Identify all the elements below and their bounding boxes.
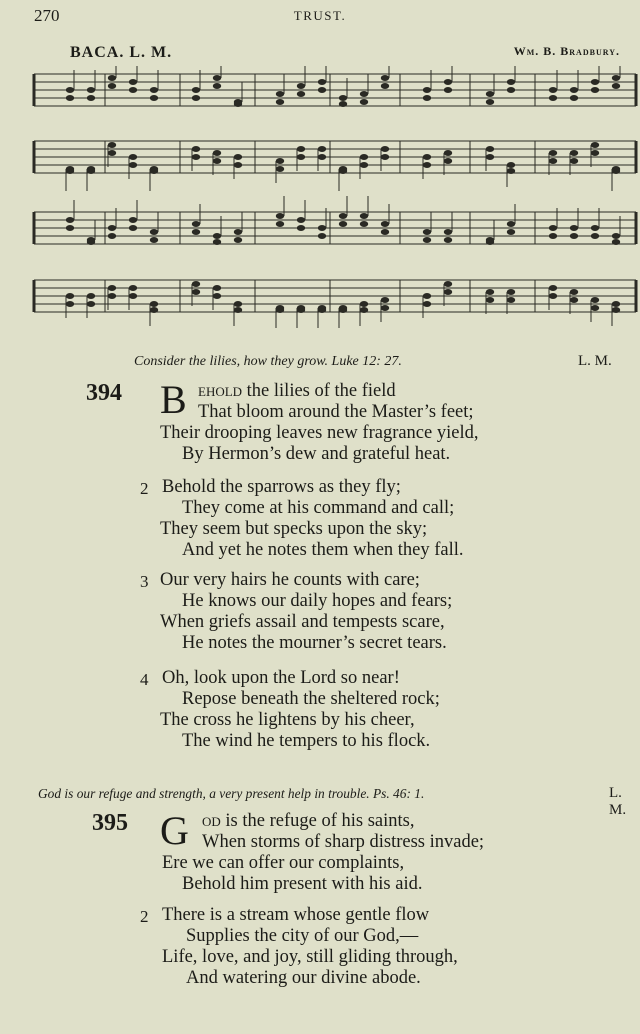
note-head [591,305,599,311]
note-head [423,87,431,93]
note-head [486,91,494,97]
note-head [234,307,242,313]
stanza-395-1-line-4: Behold him present with his aid. [182,874,423,894]
note-head [507,87,515,93]
note-head [549,233,557,239]
note-head [549,285,557,291]
note-head [591,142,599,148]
note-head [360,162,368,168]
note-head [192,221,200,227]
note-head [423,301,431,307]
scripture-reference-394: Consider the lilies, how they grow. Luke 12: 27. [134,354,402,369]
note-head [423,95,431,101]
stanza-394-1-line-2: That bloom around the Master’s feet; [198,402,474,422]
note-head [129,285,137,291]
note-head [612,75,620,81]
note-head [108,285,116,291]
stanza-394-4-line-2: Repose beneath the sheltered rock; [182,689,440,709]
stanza-395-2-line-4: And watering our divine abode. [186,968,421,988]
note-head [87,95,95,101]
note-head [570,289,578,295]
note-head [444,150,452,156]
stanza-394-3-line-3: When griefs assail and tempests scare, [160,612,445,632]
note-head [150,87,158,93]
note-head [108,293,116,299]
note-head [87,293,95,299]
stanza-394-3-line-4: He notes the mourner’s secret tears. [182,633,447,653]
note-head [129,225,137,231]
note-head [507,162,515,168]
note-head [549,87,557,93]
note-head [381,297,389,303]
note-head [129,162,137,168]
note-head [192,281,200,287]
running-head: TRUST. [293,8,347,23]
note-head [318,87,326,93]
stanza-394-1-line-3: Their drooping leaves new fragrance yield, [160,423,479,443]
note-head [339,213,347,219]
note-head [507,79,515,85]
note-head [150,229,158,235]
note-head [381,146,389,152]
note-head [339,95,347,101]
stanza-395-1-line-2: When storms of sharp distress invade; [202,832,485,852]
note-head [570,95,578,101]
note-head [339,101,347,107]
note-head [507,229,515,235]
note-head [276,307,284,313]
note-head [234,301,242,307]
note-head [381,221,389,227]
note-head [612,239,620,245]
meter-394: L. M. [578,353,612,369]
note-head [507,168,515,174]
stanza-number: 2 [140,907,149,926]
note-head [549,293,557,299]
music-score [30,66,640,328]
note-head [150,95,158,101]
stanza-395-2-line-1: There is a stream whose gentle flow [162,905,430,925]
note-head [234,162,242,168]
note-head [87,301,95,307]
page-number: 270 [34,6,60,25]
stanza-394-4-line-3: The cross he lightens by his cheer, [160,710,415,730]
note-head [66,293,74,299]
note-head [423,229,431,235]
note-head [108,233,116,239]
note-head [339,307,347,313]
stanza-394-2-line-1: Behold the sparrows as they fly; [162,477,401,497]
note-head [444,229,452,235]
note-head [129,293,137,299]
note-head [612,83,620,89]
note-head [87,87,95,93]
note-head [276,158,284,164]
note-head [297,83,305,89]
note-head [423,162,431,168]
note-head [318,146,326,152]
note-head [150,307,158,313]
note-head [591,233,599,239]
note-head [66,87,74,93]
note-head [360,301,368,307]
note-head [213,233,221,239]
scripture-reference-395: God is our refuge and strength, a very present help in trouble. Ps. 46: 1. [38,786,425,801]
note-head [570,150,578,156]
note-head [276,213,284,219]
stanza-number: 4 [140,670,149,689]
stanza-number: 3 [140,572,149,591]
note-head [150,168,158,174]
note-head [297,154,305,160]
note-head [486,239,494,245]
note-head [360,221,368,227]
note-head [381,154,389,160]
note-head [423,154,431,160]
note-head [66,95,74,101]
hymn-number-394: 394 [86,380,122,406]
note-head [234,101,242,107]
note-head [150,237,158,243]
note-head [570,233,578,239]
note-head [87,168,95,174]
note-head [276,166,284,172]
note-head [381,305,389,311]
note-head [213,83,221,89]
note-head [108,83,116,89]
note-head [381,75,389,81]
note-head [129,87,137,93]
note-head [318,233,326,239]
stanza-394-2-line-3: They seem but specks upon the sky; [160,519,428,539]
note-head [486,297,494,303]
note-head [360,91,368,97]
note-head [87,239,95,245]
note-head [549,225,557,231]
note-head [339,221,347,227]
note-head [549,150,557,156]
note-head [129,79,137,85]
note-head [591,297,599,303]
note-head [612,301,620,307]
note-head [276,99,284,105]
note-head [570,87,578,93]
note-head [339,168,347,174]
note-head [192,229,200,235]
note-head [66,301,74,307]
note-head [192,154,200,160]
note-head [444,79,452,85]
note-head [360,99,368,105]
note-head [213,285,221,291]
note-head [444,87,452,93]
hymn-number-395: 395 [92,810,128,836]
note-head [360,307,368,313]
note-head [213,150,221,156]
note-head [234,229,242,235]
note-head [297,146,305,152]
note-head [360,154,368,160]
note-head [444,281,452,287]
note-head [591,150,599,156]
stanza-394-3-line-2: He knows our daily hopes and fears; [182,591,453,611]
note-head [444,289,452,295]
note-head [570,158,578,164]
note-head [423,293,431,299]
stanza-394-4-line-4: The wind he tempers to his flock. [182,731,431,751]
note-head [318,225,326,231]
note-head [507,297,515,303]
first-word-rest: od [202,811,221,831]
drop-cap-395: G [160,808,189,853]
note-head [108,75,116,81]
note-head [549,95,557,101]
note-head [381,83,389,89]
stanza-395-1-line-3: Ere we can offer our complaints, [162,853,405,873]
note-head [66,225,74,231]
stanza-394-1-line-4: By Hermon’s dew and grateful heat. [182,444,451,464]
note-head [297,91,305,97]
note-head [213,158,221,164]
note-head [591,225,599,231]
stanza-395-2-line-2: Supplies the city of our God,— [186,926,419,946]
note-head [612,307,620,313]
note-head [486,289,494,295]
note-head [192,146,200,152]
note-head [150,301,158,307]
stanza-394-2-line-2: They come at his command and call; [182,498,455,518]
note-head [108,142,116,148]
note-head [423,237,431,243]
composer-name: Wm. B. Bradbury. [513,44,620,58]
drop-cap-394: B [160,377,187,422]
note-head [108,150,116,156]
note-head [381,229,389,235]
note-head [108,225,116,231]
note-head [570,225,578,231]
note-head [570,297,578,303]
stanza-395-1-line-1 [202,811,414,832]
note-head [129,154,137,160]
stanza-394-4-line-1: Oh, look upon the Lord so near! [162,668,400,688]
note-head [192,95,200,101]
first-word-rest: ehold [198,381,243,401]
note-head [612,168,620,174]
note-head [318,307,326,313]
tune-name: BACA. L. M. [70,44,173,61]
stanza-394-2-line-4: And yet he notes them when they fall. [182,540,464,560]
note-head [66,217,74,223]
note-head [297,307,305,313]
note-head [192,289,200,295]
stanza-394-3-line-1: Our very hairs he counts with care; [160,570,420,590]
note-head [591,87,599,93]
stanza-number: 2 [140,479,149,498]
note-head [234,154,242,160]
note-head [66,168,74,174]
note-head [297,217,305,223]
note-head [444,158,452,164]
note-head [591,79,599,85]
meter-395: L. M. [609,785,627,818]
note-head [276,221,284,227]
note-head [213,239,221,245]
note-head [213,293,221,299]
note-head [129,217,137,223]
note-head [486,146,494,152]
note-head [318,154,326,160]
note-head [549,158,557,164]
note-head [444,237,452,243]
first-line-rest: the lilies of the field [242,381,396,401]
first-line-rest: is the refuge of his saints, [220,811,415,831]
note-head [318,79,326,85]
note-head [486,99,494,105]
note-head [360,213,368,219]
note-head [612,233,620,239]
note-head [234,237,242,243]
note-head [297,225,305,231]
note-head [213,75,221,81]
stanza-394-1-line-1 [198,381,396,402]
note-head [486,154,494,160]
note-head [276,91,284,97]
note-head [192,87,200,93]
stanza-395-2-line-3: Life, love, and joy, still gliding through, [162,947,458,967]
note-head [507,289,515,295]
note-head [507,221,515,227]
